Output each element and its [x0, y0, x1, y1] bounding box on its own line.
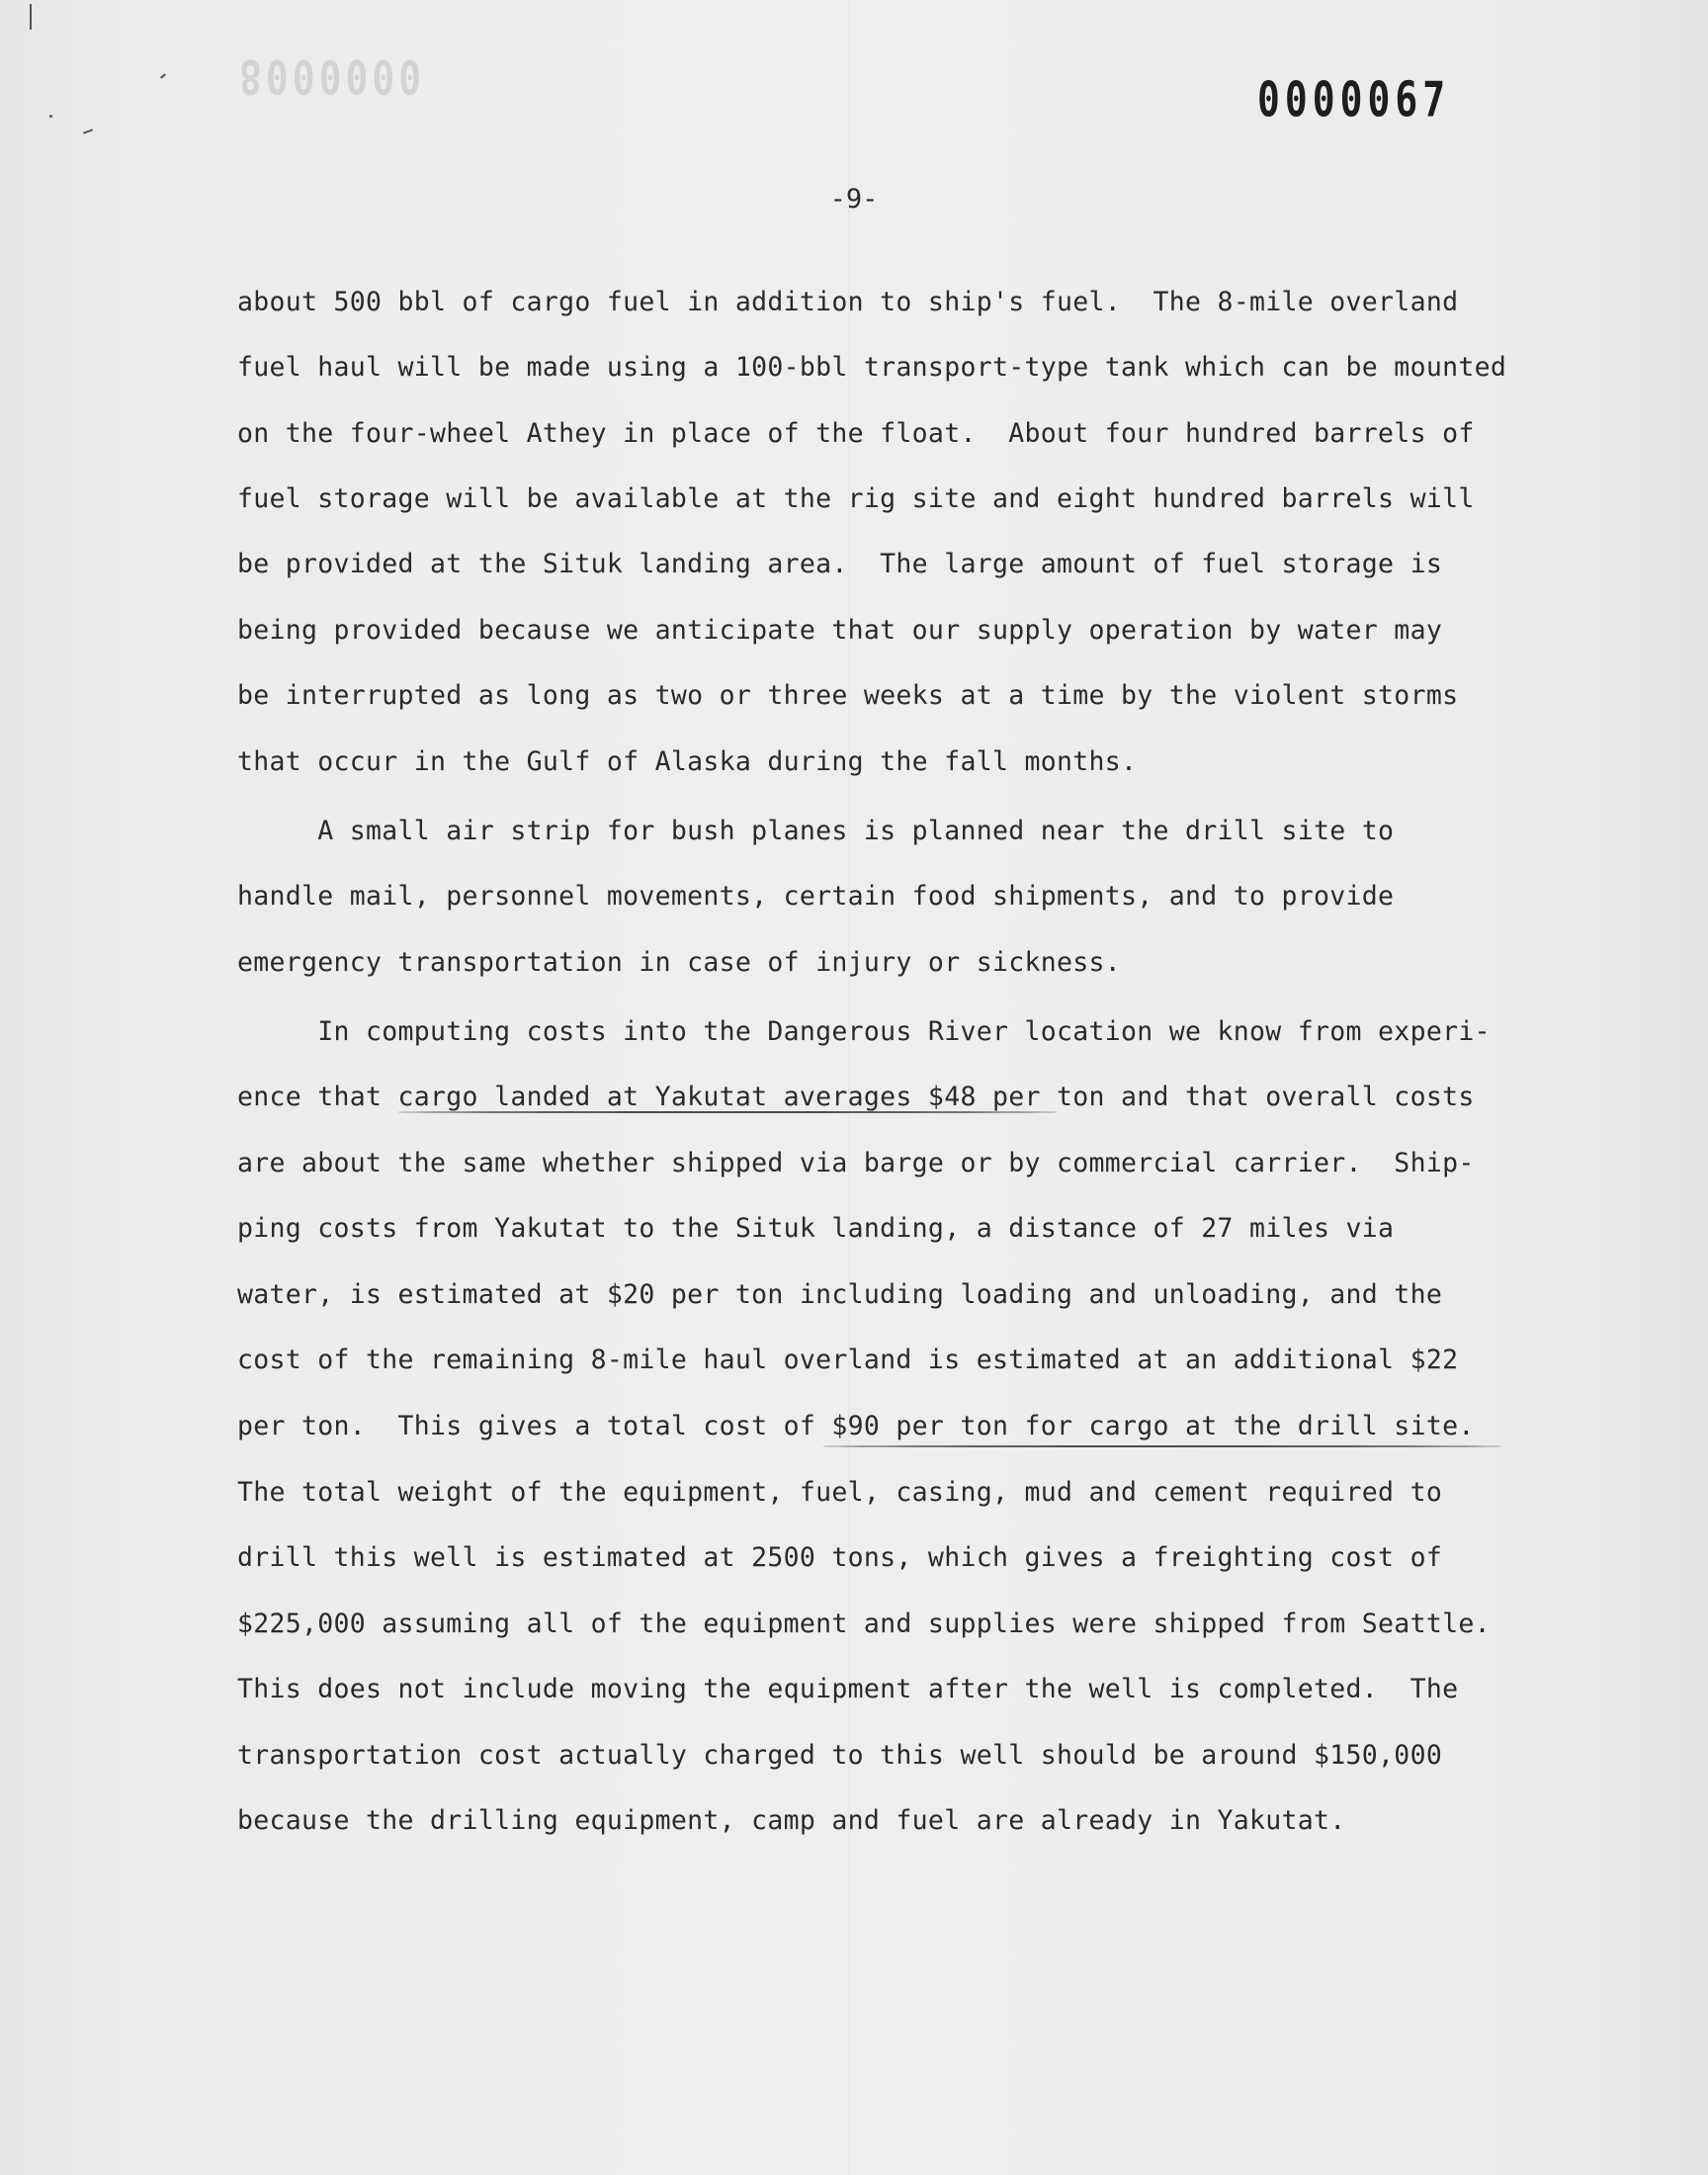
text-line: A small air strip for bush planes is planned near the drill site to: [237, 816, 1395, 846]
text-line: being provided because we anticipate that our supply operation by water may: [237, 615, 1443, 646]
text-line: transportation cost actually charged to this well should be around $150,000: [237, 1740, 1443, 1771]
text-line: on the four-wheel Athey in place of the float. About four hundred barrels of: [237, 418, 1475, 449]
handwritten-underline: [822, 1445, 1502, 1447]
margin-mark: [160, 73, 166, 78]
text-line: handle mail, personnel movements, certain food shipments, and to provide: [237, 881, 1395, 912]
faint-stamp-number: 0000008: [235, 48, 422, 104]
text-line: This does not include moving the equipment after the well is completed. The: [237, 1674, 1459, 1704]
text-line: ence that cargo landed at Yakutat averages $48 per ton and that overall costs: [237, 1082, 1475, 1112]
text-line: be interrupted as long as two or three weeks at a time by the violent storms: [237, 680, 1459, 711]
text-line: fuel haul will be made using a 100-bbl transport-type tank which can be mounted: [237, 352, 1507, 383]
text-line: In computing costs into the Dangerous River location we know from experi-: [237, 1016, 1491, 1047]
text-line: fuel storage will be available at the rig site and eight hundred barrels will: [237, 483, 1475, 514]
margin-mark: [83, 129, 93, 133]
text-line: drill this well is estimated at 2500 tons, which gives a freighting cost of: [237, 1542, 1443, 1573]
text-line: per ton. This gives a total cost of $90 per ton for cargo at the drill site.: [237, 1411, 1475, 1441]
text-line: that occur in the Gulf of Alaska during the fall months.: [237, 746, 1138, 777]
text-line: emergency transportation in case of injury or sickness.: [237, 947, 1121, 978]
text-line: cost of the remaining 8-mile haul overland is estimated at an additional $22: [237, 1345, 1459, 1375]
page-number: -9-: [829, 184, 879, 215]
document-stamp-number: 0000067: [1257, 71, 1451, 129]
text-line: The total weight of the equipment, fuel, casing, mud and cement required to: [237, 1477, 1443, 1508]
margin-mark: [49, 115, 52, 118]
text-line: ping costs from Yakutat to the Situk landing, a distance of 27 miles via: [237, 1213, 1395, 1244]
handwritten-underline: [397, 1111, 1058, 1113]
text-line: are about the same whether shipped via barge or by commercial carrier. Ship-: [237, 1148, 1475, 1178]
text-line: be provided at the Situk landing area. The large amount of fuel storage is: [237, 549, 1443, 579]
text-line: because the drilling equipment, camp and fuel are already in Yakutat.: [237, 1805, 1346, 1836]
margin-mark: [30, 4, 32, 30]
text-line: water, is estimated at $20 per ton including loading and unloading, and the: [237, 1279, 1443, 1310]
text-line: $225,000 assuming all of the equipment and supplies were shipped from Seattle.: [237, 1609, 1491, 1639]
text-line: about 500 bbl of cargo fuel in addition to ship's fuel. The 8-mile overland: [237, 287, 1459, 317]
